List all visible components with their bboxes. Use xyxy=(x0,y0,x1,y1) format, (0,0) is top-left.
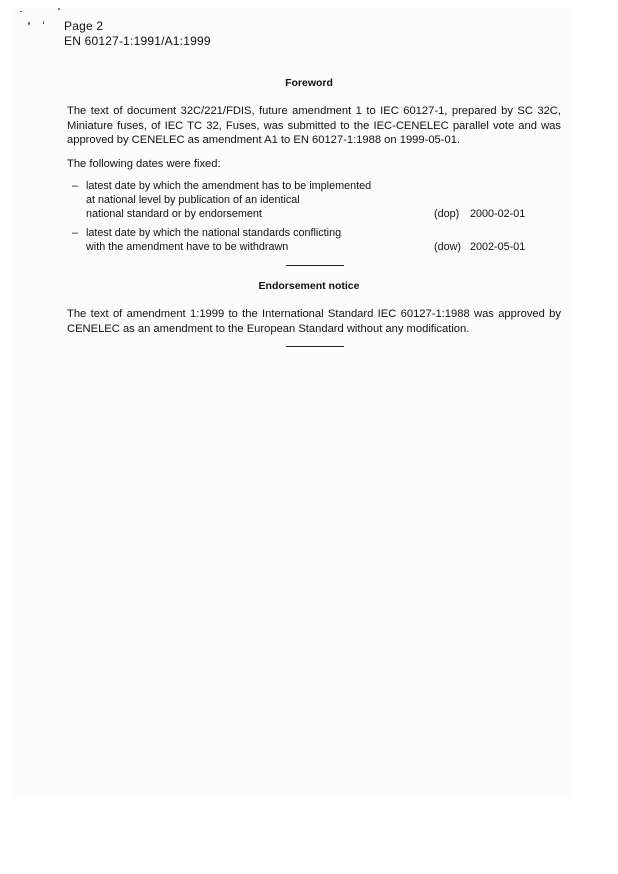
scan-speck xyxy=(20,11,22,12)
scan-speck xyxy=(28,22,30,25)
date-abbr: (dop) xyxy=(434,208,460,220)
date-item-line: latest date by which the national standards conflicting xyxy=(86,227,342,239)
date-item-line: latest date by which the amendment has to be implemented xyxy=(86,180,372,192)
date-item-line: national standard or by endorsement xyxy=(86,208,262,220)
foreword-heading: Foreword xyxy=(285,77,333,89)
endorsement-heading: Endorsement notice xyxy=(258,280,360,292)
list-dash: – xyxy=(72,180,79,192)
date-abbr: (dow) xyxy=(434,241,461,253)
date-item-dow xyxy=(72,226,542,256)
scan-speck xyxy=(58,8,60,10)
date-item-line: with the amendment have to be withdrawn xyxy=(86,241,289,253)
foreword-paragraph: The text of document 32C/221/FDIS, future amendment 1 to IEC 60127-1, prepared by SC 32C, Miniature fuses, of IEC TC 32, Fuses, was submitted to the IEC-CENELEC parallel vote and was approved by CENELEC as amendment A1 to EN 60127-1:1988 on 1999-05-01. xyxy=(67,105,561,146)
page-number: Page 2 xyxy=(64,19,104,33)
date-item-text xyxy=(86,226,426,254)
date-item-dop xyxy=(72,179,542,223)
endorsement-paragraph: The text of amendment 1:1999 to the International Standard IEC 60127-1:1988 was approved by CENELEC as an amendment to the European Standard without any modification. xyxy=(67,308,561,335)
divider-rule xyxy=(286,265,344,266)
date-value: 2000-02-01 xyxy=(470,208,526,220)
scan-speck xyxy=(43,21,44,24)
divider-rule xyxy=(286,346,344,347)
date-value: 2002-05-01 xyxy=(470,241,526,253)
list-dash: – xyxy=(72,227,79,239)
document-reference: EN 60127-1:1991/A1:1999 xyxy=(64,34,211,48)
date-item-line: at national level by publication of an identical xyxy=(86,194,300,206)
dates-intro: The following dates were fixed: xyxy=(67,158,221,170)
page-header xyxy=(64,19,211,49)
date-item-text xyxy=(86,179,426,221)
